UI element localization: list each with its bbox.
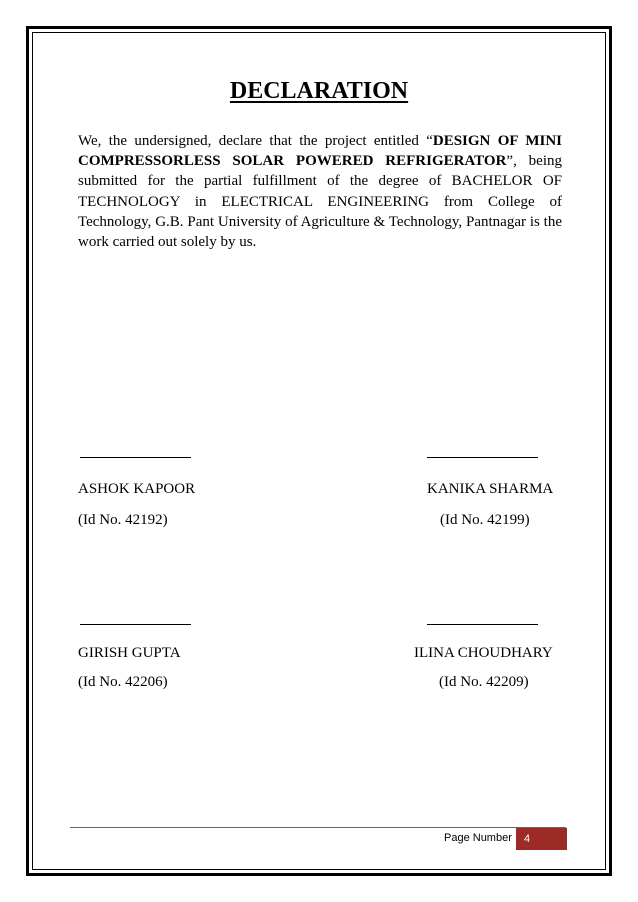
signatory-name-1: ASHOK KAPOOR <box>78 481 196 497</box>
declaration-rest: ”, being submitted for the partial fulfillment of the degree of BACHELOR OF TECHNOLOGY in ELECTRICAL ENGINEERING from College of Technology, G.B. Pant University of Agriculture & Technology, Pantnagar is the work carried out solely by us. <box>78 153 562 251</box>
signature-line-4 <box>427 624 538 625</box>
signature-line-2 <box>427 457 538 458</box>
signatory-name-4: ILINA CHOUDHARY <box>414 645 553 661</box>
signatory-id-3: (Id No. 42206) <box>78 674 168 690</box>
project-title: DESIGN OF MINI COMPRESSORLESS SOLAR POWERED REFRIGERATOR <box>78 133 562 170</box>
page-title: DECLARATION <box>229 78 409 104</box>
declaration-intro: We, the undersigned, declare that the project entitled “ <box>78 133 433 149</box>
page-number-label: Page Number <box>444 832 512 844</box>
signatory-name-2: KANIKA SHARMA <box>427 481 554 497</box>
signature-line-1 <box>80 457 191 458</box>
declaration-paragraph <box>78 131 562 252</box>
signatory-name-3: GIRISH GUPTA <box>78 645 181 661</box>
signatory-id-2: (Id No. 42199) <box>440 512 530 528</box>
signatory-id-4: (Id No. 42209) <box>439 674 529 690</box>
footer-rule <box>70 827 566 828</box>
signature-line-3 <box>80 624 191 625</box>
signatory-id-1: (Id No. 42192) <box>78 512 168 528</box>
page-number-badge: 4 <box>516 828 567 850</box>
